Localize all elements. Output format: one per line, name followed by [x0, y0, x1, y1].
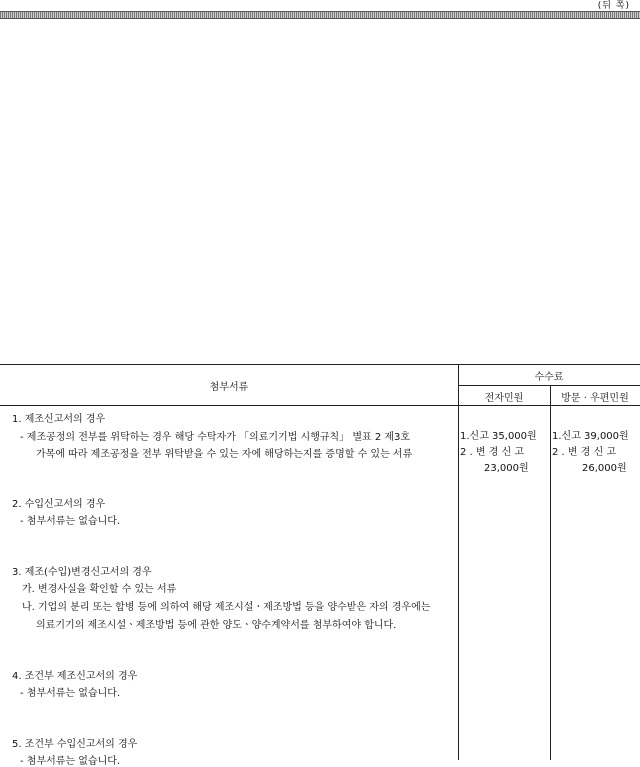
fee-header: 수수료 [534, 372, 564, 383]
section-5-title: 5. 조건부 수입신고서의 경우 [12, 739, 138, 750]
top-rule [0, 11, 640, 19]
fee-header-divider [458, 385, 640, 386]
fee-visit-change-label: 2 . 변 경 신 고 [552, 447, 617, 458]
section-1-line-2: 가목에 따라 제조공정을 전부 위탁받을 수 있는 자에 해당하는지를 증명할 수 있는 서류 [36, 449, 413, 460]
section-3-line-2: 나. 기업의 분리 또는 합병 등에 의하여 해당 제조시설ㆍ제조방법 등을 양수받은 자의 경우에는 [22, 602, 431, 613]
page-note: (뒤 쪽) [597, 1, 630, 11]
fee-electronic-report: 1.신고 35,000원 [460, 431, 537, 442]
section-5-line-1: - 첨부서류는 없습니다. [20, 756, 121, 767]
table-top-border [0, 364, 640, 365]
column-divider-fees [550, 385, 551, 760]
attachments-header: 첨부서류 [209, 382, 249, 393]
fee-electronic-header: 전자민원 [484, 393, 524, 404]
section-1-title: 1. 제조신고서의 경우 [12, 414, 106, 425]
section-2-line-1: - 첨부서류는 없습니다. [20, 516, 121, 527]
section-3-title: 3. 제조(수입)변경신고서의 경우 [12, 567, 152, 578]
section-4-title: 4. 조건부 제조신고서의 경우 [12, 671, 138, 682]
column-divider-attachments [458, 364, 459, 760]
table-header-bottom [0, 405, 640, 406]
fee-visit-header: 방문 · 우편민원 [561, 393, 629, 404]
section-2-title: 2. 수입신고서의 경우 [12, 499, 106, 510]
section-3-line-3: 의료기기의 제조시설ㆍ제조방법 등에 관한 양도ㆍ양수계약서를 첨부하여야 합니다. [36, 620, 397, 631]
fee-electronic-change-label: 2 . 변 경 신 고 [460, 447, 525, 458]
section-4-line-1: - 첨부서류는 없습니다. [20, 688, 121, 699]
fee-visit-report: 1.신고 39,000원 [552, 431, 629, 442]
fee-visit-change-amount: 26,000원 [582, 463, 627, 474]
fee-electronic-change-amount: 23,000원 [484, 463, 529, 474]
section-3-line-1: 가. 변경사실을 확인할 수 있는 서류 [22, 584, 177, 595]
section-1-line-1: - 제조공정의 전부를 위탁하는 경우 해당 수탁자가 「의료기기법 시행규칙」 별표 2 제3호 [20, 432, 411, 443]
